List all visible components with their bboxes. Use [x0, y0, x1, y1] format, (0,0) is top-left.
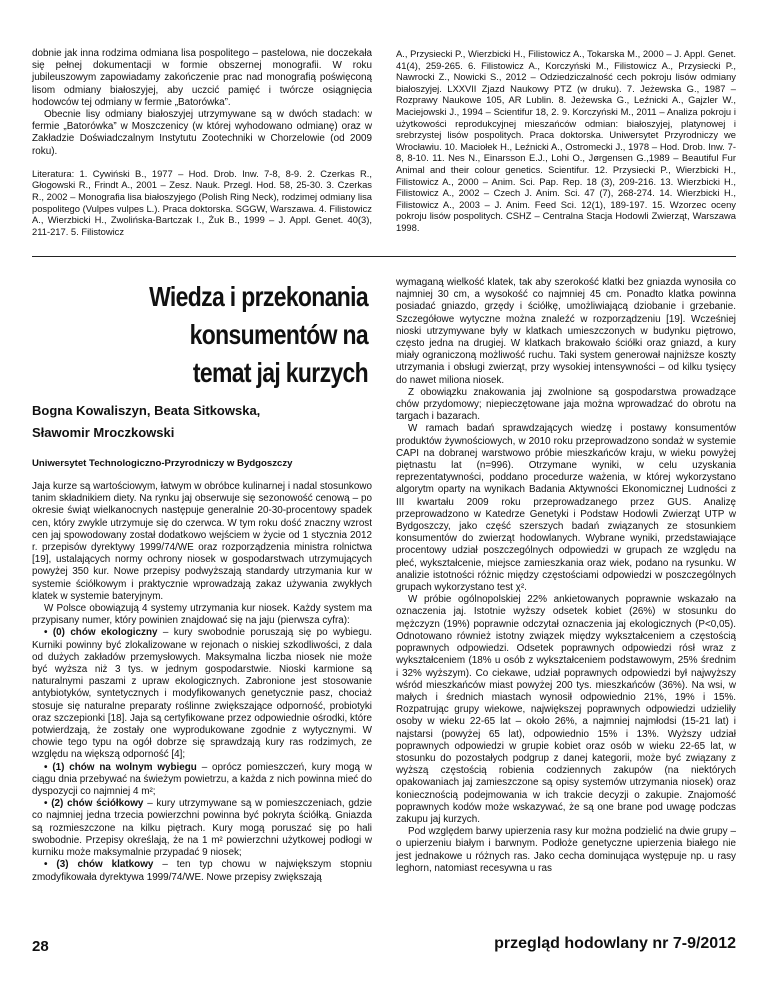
top-left-column — [32, 48, 372, 237]
authors-line: Sławomir Mroczkowski — [32, 425, 175, 440]
paragraph: Jaja kurze są wartościowym, łatwym w obróbce kulinarnej i nadal stosunkowo tanim składnikiem diety. Na rynku jaj obserwuje się sezonowość cenową – po okresie świąt wielkanocnych następuje generalnie 20-30-procentowy spadek cen, który zwykle utrzymuje się do czerwca. W tym roku dość znaczny wzrost cen jaj spowodowany został dodatkowo wejściem w życie od 1 stycznia 2012 r. przepisów dyrektywy 1999/74/WE oraz rozporządzenia ministra rolnictwa [19], ustalających normy ochrony niosek w gospodarstwach utrzymujących powyżej 350 kur. Nowe przepisy podwyższają standardy utrzymania kur w systemie ściółkowym i praktycznie wprowadzają zakaz używania zwykłych klatek w systemie bateryjnym. — [32, 481, 372, 602]
paragraph: W ramach badań sprawdzających wiedzę i postawy konsumentów produktów żywnościowych, w 2010 roku przeprowadzono sondaż w systemie CAPI na dobranej warstwowo próbie mieszkańców kraju, w wieku powyżej piętnastu lat (n=996). Otrzymane wyniki, w celu uzyskania reprezentatywności, poddano procedurze ważenia, w której wykorzystano algorytm oparty na wynikach Badania Aktywności Ekonomicznej Ludności z III kwartału 2009 roku przeprowadzanego przez GUS. Analizę przeprowadzono w Katedrze Genetyki i Podstaw Hodowli Zwierząt UTP w Bydgoszczy, jako część szerszych badań związanych ze stosunkiem konsumentów do zwierząt hodowlanych. Wybrane wyniki, przedstawiające procentowy udział poszczególnych odpowiedzi w grupach ze względu na płeć, wykształcenie, miejsce zamieszkania oraz wiek, podano na rysunku. W analizie istotności różnic między częstościami odpowiedzi w poszczególnych grupach wykorzystano test χ². — [396, 423, 736, 594]
paragraph: W Polsce obowiązują 4 systemy utrzymania kur niosek. Każdy system ma przypisany numer, który powinien znajdować się na jaju (pierwsza cyfra): — [32, 603, 372, 627]
bullet-heading: • (3) chów klatkowy — [44, 859, 154, 871]
references-continued: A., Przysiecki P., Wierzbicki H., Filistowicz A., Tokarska M., 2000 – J. Appl. Genet. 41(4), 259-265. 6. Filistowicz A., Korczyński M., Filistowicz A., Przysiecki P., Nawrocki Z., Nowicki S., 2012 – Odziedziczalność cech pokroju lisów odmiany białoszyjej. LXXVII Zjazd Naukowy PTZ (w druku). 7. Jeżewska G., 1987 – Rozprawy Naukowe 105, AR Lublin. 8. Jeżewska G., Leźnicki A., Gajzler W., Maciejowski J., 1994 – Scientifur 18, 2. 9. Korczyński M., 2011 – Analiza pokroju i użytkowości reprodukcyjnej mieszańców odmian: białoszyjej, platynowej i srebrzystej lisów pospolitych. Praca doktorska. Uniwersytet Przyrodniczy we Wrocławiu. 10. Maciołek H., Leźnicki A., Ostromecki J., 1978 – Hod. Drob. Inw. 7-8, 8-10. 11. Nes N., Einarsson E.J., Lohi O., Jørgensen G.,1989 – Beautiful Fur Animal and their colour genetics. Scientifur. 12. Przysiecki P., Wierzbicki H., Filistowicz A., 2000 – Anim. Sci. Pap. Rep. 18 (3), 209-216. 13. Wierzbicki H., Filistowicz A., 2002 – Czech J. Anim. Sci. 47 (7), 268-274. 14. Wierzbicki H., Filistowicz A., 2003 – J. Anim. Feed Sci. 12(1), 189-197. 15. Wzorzec oceny pokroju lisów pospolitych. CSHZ – Centralna Stacja Hodowli Zwierząt, Warszawa 1998. — [396, 48, 736, 233]
paragraph: dobnie jak inna rodzima odmiana lisa pospolitego – pastelowa, nie doczekała się pełnej dokumentacji w formie obszernej monografii. W roku jubileuszowym zapowiadamy zakończenie prac nad monografią poświęconą lisom odmiany białoszyjej, aby uczcić pamięć i twórcze osiągnięcia hodowców tej odmiany w fermie „Batorówka”. — [32, 48, 372, 108]
page-number: 28 — [32, 938, 49, 955]
author-affiliation: Uniwersytet Technologiczno-Przyrodniczy w Bydgoszczy — [32, 458, 293, 469]
bullet-text: – kury utrzymywane są w pomieszczeniach, gdzie co najmniej jedna trzecia powierzchni powinna być pokryta ściółką. Gniazda są rozmieszczone na kilku piętrach. Kury mogą poruszać się po hali swobodnie. Przepisy określają, że na 1 m² powierzchni użytkowej podłogi w kurniku może maksymalnie przypadać 9 niosek; — [32, 798, 372, 859]
bullet-item — [32, 859, 372, 883]
references-start: Literatura: 1. Cywiński B., 1977 – Hod. Drob. Inw. 7-8, 8-9. 2. Czerkas R., Głogowski R., Frindt A., 2001 – Zesz. Nauk. Przegl. Hod. 58, 25-30. 3. Czerkas R., 2002 – Monografia lisa białoszyjego (Polish Ring Neck), rodzimej odmiany lisa pospolitego (Vulpes vulpes L.). Praca doktorska. SGGW, Warszawa. 4. Filistowicz A., Wierzbicki H., Zwolińska-Bartczak I., Żuk B., 1999 – J. Appl. Genet. 40(3), 211-217. 5. Filistowicz — [32, 167, 372, 237]
paragraph: wymaganą wielkość klatek, tak aby szerokość klatki bez gniazda wynosiła co najmniej 30 cm, a wysokość co najmniej 45 cm. Ponadto klatka powinna posiadać gniazdo, grzędy i ściółkę, umożliwiającą dziobanie i grzebanie. Szczegółowe wytyczne można znaleźć w rozporządzeniu [19]. Wcześniej nioski utrzymywane były w klatkach umieszczonych w budynku piętrowo, często jedna na drugiej. W klatkach brakowało ściółki oraz gniazd, a kury miały ograniczoną możliwość ruchu. Taki system generował najniższe koszty utrzymania i obsługi zwierząt, przy wysokiej intensywności – od kilku tysięcy do nawet miliona niosek. — [396, 277, 736, 386]
title-line: Wiedza i przekonania — [149, 281, 368, 312]
title-line: temat jaj kurzych — [192, 357, 368, 388]
section-divider — [32, 256, 736, 257]
bottom-right-column — [396, 277, 736, 875]
authors-line: Bogna Kowaliszyn, Beata Sitkowska, — [32, 403, 261, 418]
bullet-item — [32, 762, 372, 799]
bullet-item — [32, 798, 372, 859]
paragraph: Pod względem barwy upierzenia rasy kur można podzielić na dwie grupy – o upierzeniu białym i barwnym. Podłoże genetyczne upierzenia białego nie jest jednakowe u różnych ras. Jako cecha dominująca występuje np. u rasy leghorn, natomiast recesywna u ras — [396, 826, 736, 874]
top-right-references — [396, 48, 736, 234]
bottom-left-column — [32, 481, 372, 884]
title-line: konsumentów na — [189, 319, 368, 350]
paragraph: Z obowiązku znakowania jaj zwolnione są gospodarstwa prowadzące chów przydomowy; niepieczętowane jaja można wprowadzać do obrotu na targach i bazarach. — [396, 386, 736, 423]
bullet-heading: • (1) chów na wolnym wybiegu — [44, 761, 197, 773]
article-title — [92, 278, 368, 392]
article-authors — [32, 400, 372, 444]
journal-name: przegląd hodowlany nr 7-9/2012 — [494, 935, 736, 952]
bullet-item — [32, 627, 372, 761]
bullet-text: – kury swobodnie poruszają się po wybiegu. Kurniki powinny być zlokalizowane w rejonach o niskiej szkodliwości, z dala od dużych zakładów przemysłowych. Maksymalna liczba niosek nie może być wyższa niż 3 tys. w jednym gospodarstwie. Nioski karmione są naturalnymi paszami z upraw ekologicznych. Zabronione jest stosowanie antybiotyków, syntetycznych i modyfikowanych genetycznie pasz, chociaż stosuje się naturalne preparaty roślinne zwiększające odporność, probiotyki oraz szczepionki [18]. Jaja są certyfikowane przez odpowiednie ośrodki, które potwierdzają, że zostały one wyprodukowane zgodnie z wytycznymi. W chowie tego typu na ogół dobrze się sprawdzają kury ras rodzimych, ze względu na większą odporność [4]; — [32, 627, 373, 761]
bullet-text: – oprócz pomieszczeń, kury mogą w ciągu dnia przebywać na świeżym powietrzu, a każda z nich powinna mieć do dyspozycji co najmniej 4 m²; — [32, 761, 372, 798]
paragraph: Obecnie lisy odmiany białoszyjej utrzymywane są w dwóch stadach: w fermie „Batorówka” w Moszczenicy (w której wyhodowano odmianę) oraz w Zakładzie Doświadczalnym Instytutu Zootechniki w Chorzelowie (od 2009 roku). — [32, 109, 372, 157]
bullet-text: – ten typ chowu w największym stopniu zmodyfikowała dyrektywa 1999/74/WE. Nowe przepisy zwiększają — [32, 859, 372, 883]
paragraph: W próbie ogólnopolskiej 22% ankietowanych poprawnie wskazało na oznaczenia jaj. Istotnie wyższy odsetek kobiet (26%) w stosunku do mężczyzn (19%) poprawnie odczytał oznaczenia jaj ekologicznych (P<0,05). Odnotowano również istotny związek między wykształceniem a częstością poprawnych odpowiedzi. Odsetek poprawnych odpowiedzi rósł wraz z wykształceniem (18% u osób z wykształceniem podstawowym, 25% średnim i 32% wyższym). Co ciekawe, udział poprawnych odpowiedzi był najwyższy wśród mieszkańców miast powyżej 200 tys. mieszkańców (36%). Na wsi, w małych i średnich miastach wynosił odpowiednio 21%, 19% i 15%. Rozpatrując grupy wiekowe, największej poprawnych odpowiedzi udzieliły osoby w wieku 22-65 lat – około 26%, a najmniej najmłodsi (15-21 lat) i najstarsi (powyżej 65 lat), odpowiednio 15% i 13%. Wyższy udział poprawnych odpowiedzi w grupie kobiet oraz osób w wieku 22-65 lat, w stosunku do pozostałych podgrup z danej kategorii, może być związany z wyższą częstością robienia codziennych zakupów (na niektórych opakowaniach jaj zamieszczone są opisy systemów utrzymania niosek) oraz koniecznością podejmowania w ich trakcie decyzji o zakupie. Znajomość poprawnych kodów może wskazywać, że są one brane pod uwagę podczas zakupu jaj kurzych. — [396, 594, 736, 825]
bullet-heading: • (0) chów ekologiczny — [44, 627, 158, 639]
bullet-heading: • (2) chów ściółkowy — [44, 798, 144, 810]
